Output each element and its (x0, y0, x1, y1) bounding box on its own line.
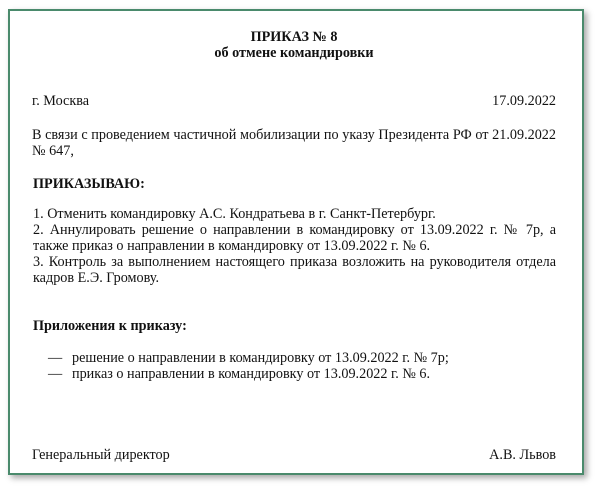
signature-row (32, 447, 556, 463)
attachment-item-2 (32, 366, 556, 382)
order-date: 17.09.2022 (492, 93, 556, 109)
order-command-word: ПРИКАЗЫВАЮ: (33, 176, 145, 192)
attachments-heading: Приложения к приказу: (33, 318, 187, 334)
order-subtitle: об отмене командировки (214, 45, 374, 61)
order-point-3: 3. Контроль за выполнением настоящего приказа возложить на руководителя отдела кадров Е.Э. Громову. (33, 254, 556, 286)
order-meta-row (32, 93, 556, 109)
attachments-list (32, 350, 556, 382)
order-document (32, 29, 556, 473)
order-point-1: 1. Отменить командировку А.С. Кондратьева в г. Санкт-Петербург. (33, 206, 436, 222)
dash-marker: — (48, 366, 63, 382)
order-city: г. Москва (32, 93, 90, 109)
order-points-list (32, 206, 556, 286)
order-title: ПРИКАЗ № 8 (250, 29, 338, 45)
document-frame (8, 9, 584, 475)
attachment-text: решение о направлении в командировку от 13.09.2022 г. № 7р; (72, 350, 449, 366)
attachment-item-1 (32, 350, 556, 366)
dash-marker: — (48, 350, 63, 366)
signatory-name: А.В. Львов (489, 447, 556, 463)
signatory-position: Генеральный директор (32, 447, 170, 463)
order-point-2: 2. Аннулировать решение о направлении в командировку от 13.09.2022 г. № 7р, а также приказ о направлении в командировку от 13.09.2022 г. № 6. (33, 222, 556, 254)
attachment-text: приказ о направлении в командировку от 13.09.2022 г. № 6. (72, 366, 431, 382)
order-preamble: В связи с проведением частичной мобилизации по указу Президента РФ от 21.09.2022 № 647, (32, 127, 556, 159)
